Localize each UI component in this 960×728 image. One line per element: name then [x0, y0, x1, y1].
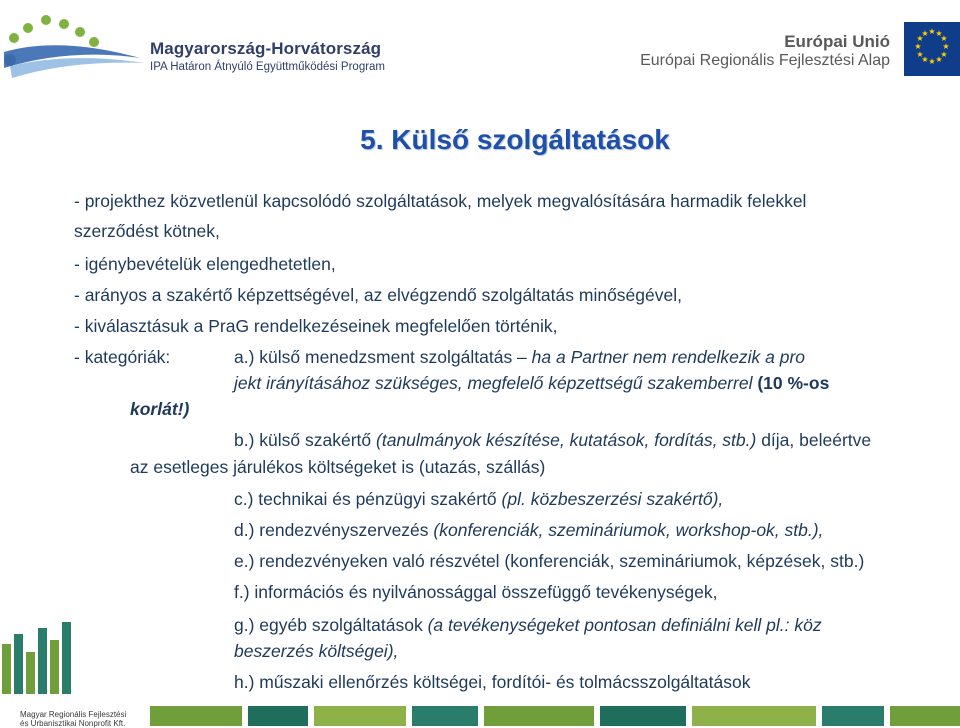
- bullet-line: - projekthez közvetlenül kapcsolódó szolgáltatások, melyek megvalósítására harmadik felekkel: [74, 191, 807, 211]
- category-d-prefix: d.) rendezvényszervezés: [234, 520, 429, 540]
- category-a-italic: jekt irányításához szükséges, megfelelő képzettségű szakemberrel: [234, 373, 753, 393]
- svg-text:★: ★: [928, 27, 936, 36]
- footer-bar: [314, 706, 406, 726]
- bullet-line: - kiválasztásuk a PraG rendelkezéseinek megfelelően történik,: [74, 316, 558, 336]
- footer-bar: [248, 706, 308, 726]
- footer-org-line: és Urbanisztikai Nonprofit Kft.: [20, 719, 126, 728]
- bullet-line: - igénybevételük elengedhetetlen,: [74, 254, 336, 274]
- category-a-limit-tail: korlát!): [130, 399, 190, 419]
- categories-label: - kategóriák:: [74, 347, 171, 367]
- svg-text:★: ★: [942, 42, 950, 51]
- svg-text:★: ★: [935, 29, 943, 38]
- category-d-italic: (konferenciák, szemináriumok, workshop-ok, stb.),: [433, 520, 824, 540]
- category-h: h.) műszaki ellenőrzés költségei, fordítói- és tolmácsszolgáltatások: [234, 672, 751, 692]
- bullet-line: szerződést kötnek,: [74, 221, 220, 241]
- category-a: [234, 347, 805, 368]
- category-b-suffix: díja, beleértve: [761, 430, 872, 450]
- svg-text:★: ★: [928, 57, 936, 66]
- program-name: Magyarország-Horvátország: [150, 39, 382, 58]
- decorative-bars-icon: [0, 618, 84, 708]
- category-g-prefix: g.) egyéb szolgáltatások: [234, 615, 423, 635]
- footer-bar: [890, 706, 960, 726]
- svg-text:★: ★: [916, 50, 924, 59]
- bullet-line: - arányos a szakértő képzettségével, az elvégzendő szolgáltatás minőségével,: [74, 285, 682, 305]
- category-b-cont: az esetleges járulékos költségeket is (utazás, szállás): [130, 457, 546, 477]
- category-b-italic: (tanulmányok készítése, kutatások, fordítás, stb.): [376, 430, 757, 450]
- page-title: 5. Külső szolgáltatások: [360, 124, 670, 155]
- category-e: e.) rendezvényeken való részvétel (konferenciák, szemináriumok, képzések, stb.): [234, 551, 865, 571]
- category-a-cont: [234, 373, 829, 394]
- footer-bar: [484, 706, 594, 726]
- category-g: [234, 615, 822, 636]
- svg-text:★: ★: [916, 34, 924, 43]
- category-a-italic: ha a Partner nem rendelkezik a pro: [531, 347, 806, 367]
- category-d: [234, 520, 823, 541]
- footer-org-line: Magyar Regionális Fejlesztési: [20, 710, 127, 719]
- program-subtitle: IPA Határon Átnyúló Együttműködési Program: [150, 61, 386, 73]
- category-a-limit: (10 %-os: [757, 373, 830, 393]
- category-g-cont: beszerzés költségei),: [234, 641, 399, 661]
- footer-bar: [150, 706, 242, 726]
- footer-bar: [600, 706, 686, 726]
- footer-bar: [822, 706, 884, 726]
- program-logo: [0, 8, 390, 88]
- eu-flag-icon: [904, 22, 960, 76]
- eu-name: Európai Unió: [784, 32, 890, 51]
- category-c: [234, 489, 723, 510]
- category-b-prefix: b.) külső szakértő: [234, 430, 372, 450]
- svg-text:★: ★: [935, 55, 943, 64]
- svg-text:★: ★: [921, 55, 929, 64]
- category-b: [234, 430, 871, 451]
- svg-text:★: ★: [940, 50, 948, 59]
- category-c-prefix: c.) technikai és pénzügyi szakértő: [234, 489, 497, 509]
- category-c-italic: (pl. közbeszerzési szakértő),: [501, 489, 724, 509]
- category-a-prefix: a.) külső menedzsment szolgáltatás –: [234, 347, 527, 367]
- svg-text:★: ★: [940, 34, 948, 43]
- category-g-italic: (a tevékenységeket pontosan definiálni kell pl.: köz: [427, 615, 822, 635]
- category-f: f.) információs és nyilvánossággal összefüggő tevékenységek,: [234, 582, 718, 602]
- footer-bar: [692, 706, 816, 726]
- footer-color-strip: [150, 706, 960, 726]
- eu-logo: [640, 22, 960, 82]
- svg-text:★: ★: [914, 42, 922, 51]
- svg-text:★: ★: [921, 29, 929, 38]
- footer-bar: [412, 706, 478, 726]
- footer-org-logo: [20, 710, 126, 728]
- eu-fund-name: Európai Regionális Fejlesztési Alap: [640, 52, 890, 69]
- program-logo-icon: [0, 8, 150, 88]
